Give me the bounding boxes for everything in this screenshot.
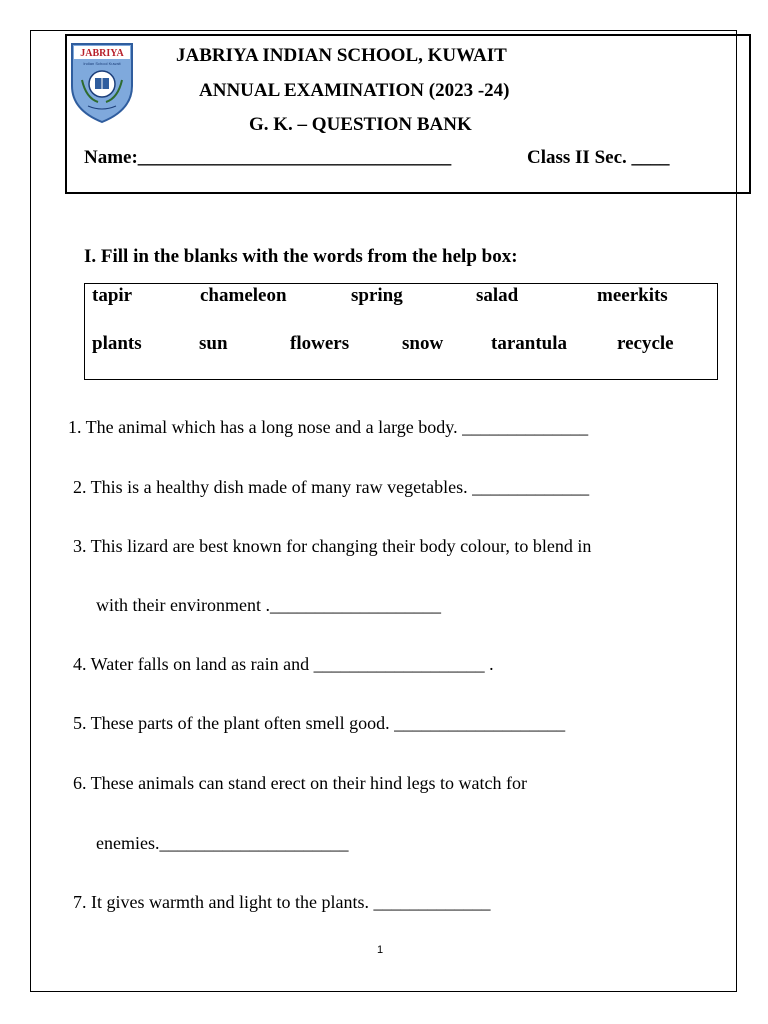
question-5: 5. These parts of the plant often smell good. ___________________: [73, 713, 566, 733]
question-7: 7. It gives warmth and light to the plants. _____________: [73, 892, 491, 912]
help-word: sun: [199, 333, 228, 354]
class-section-field: Class II Sec. ____: [527, 147, 670, 168]
help-word: meerkits: [597, 285, 668, 306]
help-word: flowers: [290, 333, 350, 354]
question-bank-title: G. K. – QUESTION BANK: [249, 114, 472, 135]
question-3-continued: with their environment .___________________: [96, 595, 441, 615]
help-word: chameleon: [200, 285, 287, 306]
question-6-continued: enemies._____________________: [96, 833, 349, 853]
exam-title: ANNUAL EXAMINATION (2023 -24): [199, 80, 510, 101]
help-word: spring: [351, 285, 403, 306]
name-field: Name:_________________________________: [84, 147, 452, 168]
section-heading: I. Fill in the blanks with the words from the help box:: [84, 246, 518, 267]
help-word: snow: [402, 333, 444, 354]
question-2: 2. This is a healthy dish made of many raw vegetables. _____________: [73, 477, 590, 497]
question-3: 3. This lizard are best known for changing their body colour, to blend in: [73, 536, 592, 556]
help-word: salad: [476, 285, 519, 306]
page-number: 1: [377, 944, 384, 956]
question-6: 6. These animals can stand erect on their hind legs to watch for: [73, 773, 528, 793]
help-word: recycle: [617, 333, 674, 354]
school-name: JABRIYA INDIAN SCHOOL, KUWAIT: [176, 45, 507, 66]
help-word: tarantula: [491, 333, 567, 354]
question-1: 1. The animal which has a long nose and a large body. ______________: [68, 417, 589, 437]
help-word: plants: [92, 333, 142, 354]
question-4: 4. Water falls on land as rain and ___________________ .: [73, 654, 494, 674]
help-word: tapir: [92, 285, 133, 306]
logo-subtext: Indian School Kuwait: [83, 61, 121, 66]
logo-text: JABRIYA: [80, 48, 124, 59]
school-logo: [68, 40, 136, 124]
